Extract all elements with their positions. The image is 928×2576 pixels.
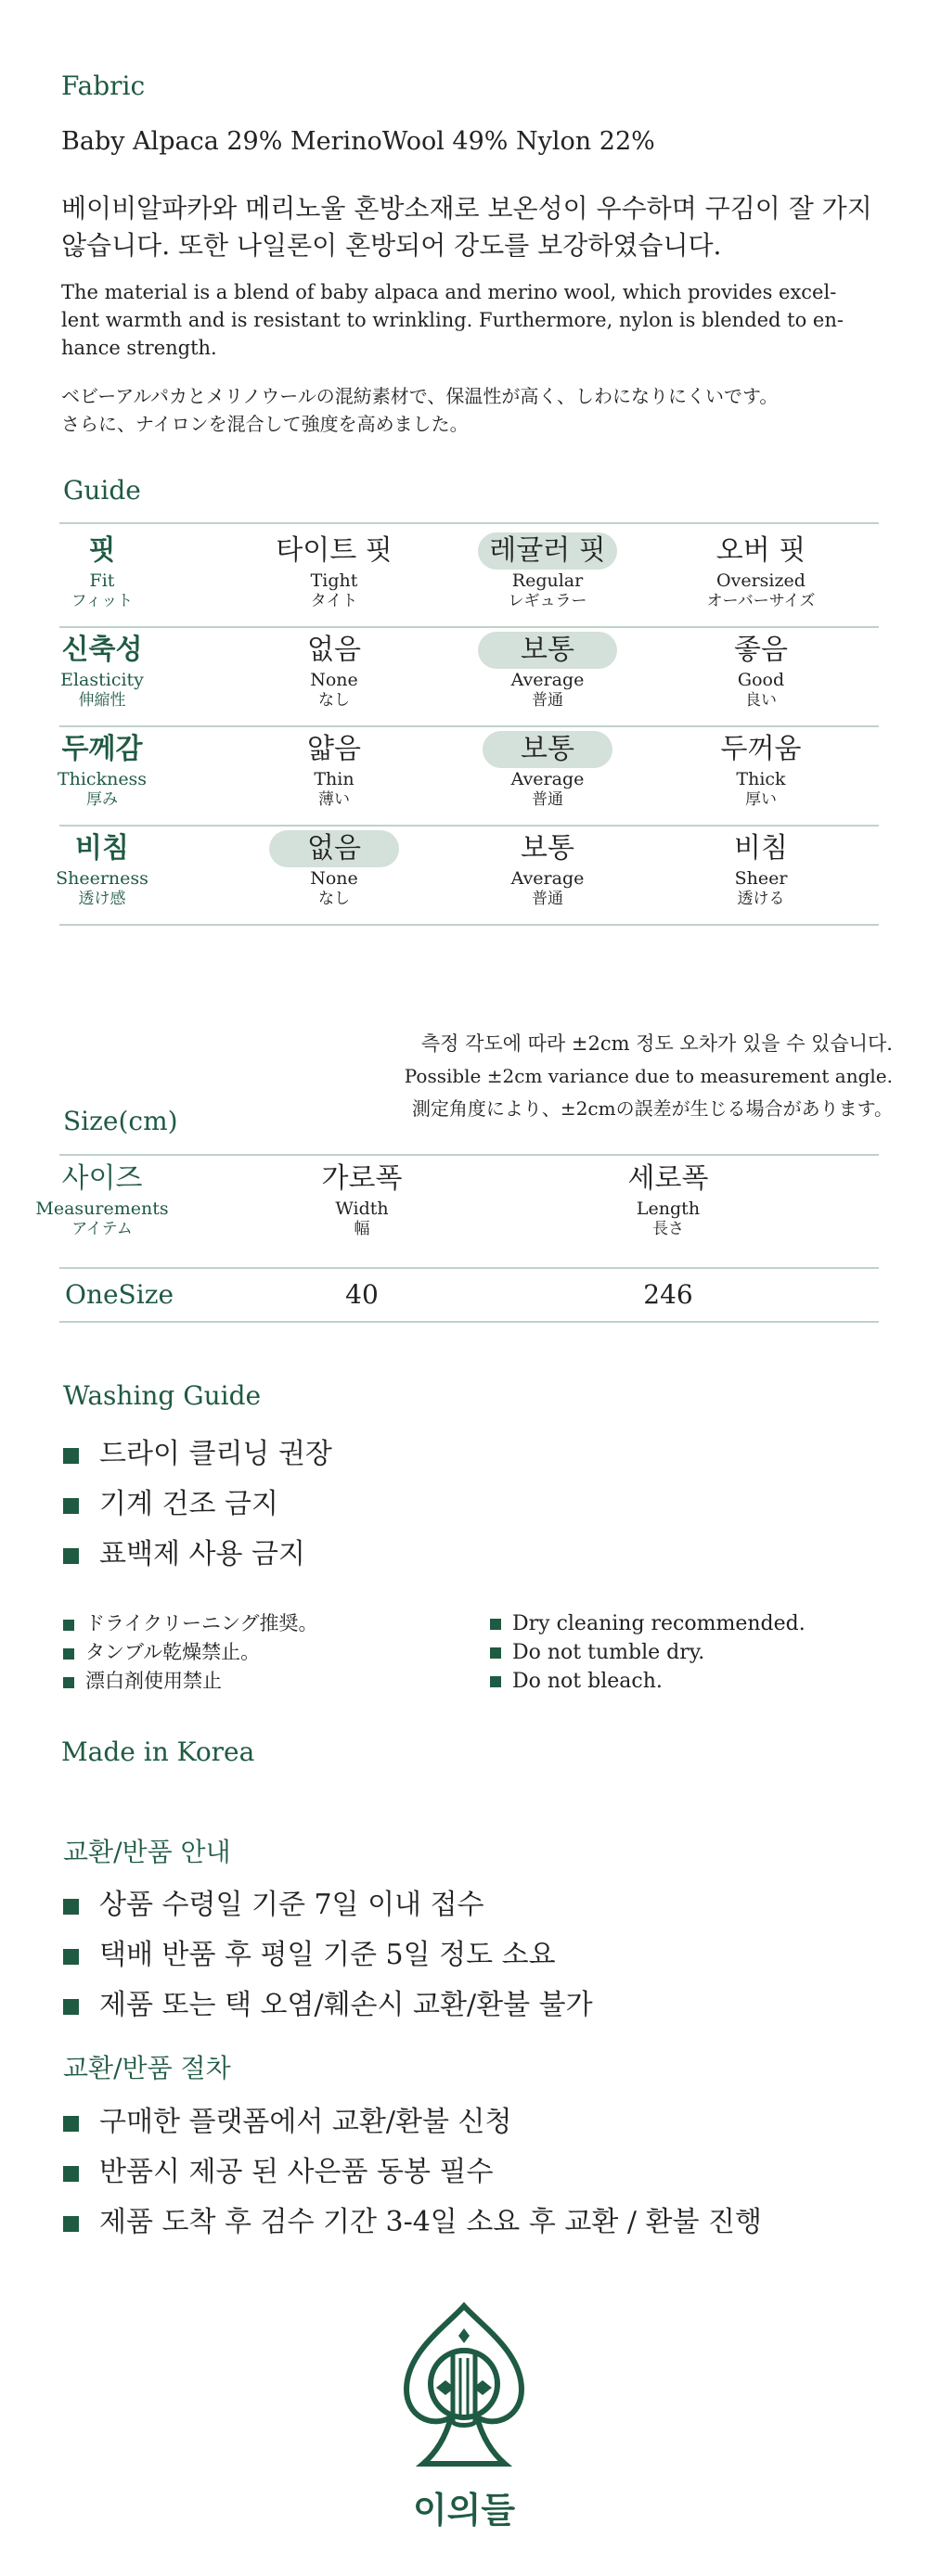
exchange-item	[63, 1981, 593, 2022]
guide-option-en: None	[310, 670, 358, 690]
measure-note-ko: 측정 각도에 따라 ±2cm 정도 오차가 있을 수 있습니다.	[420, 1032, 893, 1055]
guide-title: Guide	[63, 475, 141, 506]
fabric-composition: Baby Alpaca 29% MerinoWool 49% Nylon 22%	[61, 127, 655, 156]
guide-row-label	[0, 533, 204, 611]
guide-option-ko: 타이트 핏	[276, 534, 393, 567]
guide-row-label	[0, 633, 204, 711]
guide-option-en: Average	[510, 769, 585, 789]
brand-name: 이의들	[412, 2490, 516, 2531]
bullet-icon	[63, 1899, 79, 1915]
bullet-icon	[490, 1619, 501, 1630]
size-header-en: Width	[335, 1198, 389, 1219]
guide-option-ko: 보통	[521, 733, 574, 765]
fabric-desc-jp-line: さらに、ナイロンを混合して強度を高めました。	[61, 413, 469, 435]
bullet-icon	[490, 1647, 501, 1659]
bullet-icon	[63, 1448, 79, 1464]
size-header-jp: アイテム	[71, 1220, 133, 1238]
bullet-icon	[63, 1648, 74, 1660]
bullet-icon	[490, 1676, 501, 1687]
guide-option-jp: なし	[318, 691, 350, 710]
measure-note-jp: 測定角度により、±2cmの誤差が生じる場合があります。	[411, 1097, 893, 1120]
washing-item-ko	[63, 1430, 332, 1471]
washing-item-ko	[63, 1480, 278, 1521]
washing-item-jp	[63, 1638, 318, 1667]
washing-item-jp	[63, 1667, 318, 1696]
guide-label-jp: 厚み	[86, 790, 118, 809]
guide-option	[659, 533, 863, 611]
size-row-length: 246	[643, 1279, 693, 1310]
exchange-item-text: 택배 반품 후 평일 기준 5일 정도 소요	[99, 1939, 556, 1971]
procedure-item	[63, 2198, 762, 2239]
guide-label-en: Thickness	[57, 769, 148, 789]
size-header-en: Length	[636, 1198, 701, 1219]
washing-item-en	[490, 1638, 806, 1667]
fabric-desc-ko-line: 않습니다. 또한 나일론이 혼방되어 강도를 보강하였습니다.	[61, 230, 722, 261]
guide-option-jp: オーバーサイズ	[706, 592, 816, 610]
guide-option-en: Good	[737, 670, 785, 690]
washing-item-jp	[63, 1609, 318, 1638]
measure-note-en: Possible ±2cm variance due to measurement angle.	[404, 1065, 893, 1087]
procedure-item-text: 제품 도착 후 검수 기간 3-4일 소요 후 교환 / 환불 진행	[99, 2206, 762, 2238]
guide-option-en: Regular	[511, 570, 584, 591]
size-header-ko: 사이즈	[61, 1162, 143, 1195]
fabric-desc-en-line: hance strength.	[61, 337, 217, 359]
guide-label-ko: 신축성	[61, 634, 143, 666]
guide-option	[445, 533, 650, 611]
guide-label-jp: 伸縮性	[78, 691, 126, 710]
guide-option-ko: 비침	[734, 832, 788, 865]
size-header-ko: 가로폭	[321, 1162, 403, 1195]
fabric-desc-en	[61, 278, 844, 362]
guide-label-en: Elasticity	[60, 670, 144, 690]
size-title: Size(cm)	[63, 1106, 178, 1136]
guide-option-jp: 普通	[532, 790, 563, 809]
guide-option-en: Oversized	[716, 570, 806, 591]
fabric-desc-en-line: lent warmth and is resistant to wrinkling. Furthermore, nylon is blended to en-	[61, 309, 844, 331]
guide-option	[445, 732, 650, 810]
washing-item-text: 기계 건조 금지	[99, 1488, 278, 1520]
guide-label-jp: 透け感	[78, 890, 126, 908]
guide-option-ko: 보통	[521, 634, 574, 666]
guide-label-ko: 비침	[75, 832, 129, 865]
fabric-title: Fabric	[61, 70, 146, 101]
bullet-icon	[63, 1677, 74, 1688]
guide-option-ko: 좋음	[734, 634, 788, 666]
guide-option-en: Thick	[736, 769, 786, 789]
guide-option-jp: 普通	[532, 691, 563, 710]
washing-item-text: Dry cleaning recommended.	[512, 1612, 806, 1635]
guide-option-en: None	[310, 868, 358, 889]
exchange-title: 교환/반품 안내	[63, 1837, 231, 1867]
guide-option	[659, 831, 863, 909]
fabric-desc-jp	[61, 382, 778, 438]
guide-option-jp: タイト	[310, 592, 358, 610]
washing-item-en	[490, 1609, 806, 1638]
washing-list-en	[490, 1609, 806, 1696]
size-row-name: OneSize	[65, 1279, 174, 1310]
guide-option-en: Tight	[310, 570, 358, 591]
guide-row-divider	[59, 626, 879, 628]
bullet-icon	[63, 2216, 79, 2232]
brand-logo-svg	[390, 2299, 538, 2484]
exchange-item-text: 상품 수령일 기준 7일 이내 접수	[99, 1889, 484, 1921]
guide-label-ko: 핏	[88, 534, 116, 567]
guide-option-jp: 良い	[745, 691, 777, 710]
bullet-icon	[63, 1999, 79, 2015]
size-header-length	[566, 1161, 770, 1239]
fabric-desc-ko-line: 베이비알파카와 메리노울 혼방소재로 보온성이 우수하며 구김이 잘 가지	[61, 193, 872, 224]
guide-option-jp: 厚い	[745, 790, 777, 809]
guide-option-jp: 透ける	[737, 890, 785, 908]
bullet-icon	[63, 2166, 79, 2182]
procedure-title: 교환/반품 절차	[63, 2053, 231, 2083]
bullet-icon	[63, 1548, 79, 1564]
guide-row-divider	[59, 725, 879, 727]
bullet-icon	[63, 1620, 74, 1631]
guide-option	[232, 732, 436, 810]
spade-monogram-icon	[390, 2299, 538, 2484]
guide-option-ko: 두꺼움	[720, 733, 802, 765]
guide-option-en: Sheer	[734, 868, 788, 889]
guide-label-en: Sheerness	[56, 868, 148, 889]
size-header-width	[260, 1161, 464, 1239]
procedure-item	[63, 2148, 493, 2189]
procedure-item	[63, 2098, 511, 2139]
guide-option-ko: 레귤러 핏	[489, 534, 606, 567]
guide-option-jp: 薄い	[318, 790, 350, 809]
bullet-icon	[63, 1949, 79, 1965]
procedure-item-text: 구매한 플랫폼에서 교환/환불 신청	[99, 2106, 512, 2138]
guide-option	[659, 732, 863, 810]
washing-item-text: 드라이 클리닝 권장	[99, 1438, 332, 1470]
exchange-item	[63, 1931, 556, 1972]
washing-item-text: Do not tumble dry.	[512, 1641, 705, 1664]
guide-option	[232, 831, 436, 909]
bullet-icon	[63, 2116, 79, 2132]
washing-item-text: ドライクリーニング推奨。	[85, 1612, 318, 1634]
guide-row-label	[0, 732, 204, 810]
washing-title: Washing Guide	[63, 1380, 262, 1411]
size-header-jp: 幅	[354, 1220, 370, 1238]
fabric-desc-en-line: The material is a blend of baby alpaca and merino wool, which provides excel-	[61, 281, 837, 303]
exchange-item	[63, 1881, 484, 1922]
guide-option-ko: 보통	[521, 832, 574, 865]
fabric-desc-ko	[61, 190, 872, 264]
guide-option-en: Average	[510, 670, 585, 690]
guide-option-en: Average	[510, 868, 585, 889]
procedure-item-text: 반품시 제공 된 사은품 동봉 필수	[99, 2156, 494, 2188]
guide-label-en: Fit	[89, 570, 115, 591]
washing-item-text: 漂白剤使用禁止	[85, 1670, 222, 1692]
washing-item-text: タンブル乾燥禁止。	[85, 1641, 261, 1663]
fabric-desc-jp-line: ベビーアルパカとメリノウールの混紡素材で、保温性が高く、しわになりにくいです。	[61, 385, 779, 407]
guide-row-divider	[59, 825, 879, 827]
guide-option-ko: 오버 핏	[715, 534, 806, 567]
size-header-ko: 세로폭	[627, 1162, 709, 1195]
washing-list-jp	[63, 1609, 318, 1696]
guide-option-jp: 普通	[532, 890, 563, 908]
guide-divider	[59, 522, 879, 524]
size-header-en: Measurements	[35, 1198, 169, 1219]
guide-option-jp: レギュラー	[508, 592, 587, 610]
origin-label: Made in Korea	[61, 1737, 255, 1767]
size-row-width: 40	[345, 1279, 379, 1310]
washing-item-text: Do not bleach.	[512, 1670, 663, 1693]
guide-row-divider	[59, 924, 879, 926]
guide-option-en: Thin	[314, 769, 354, 789]
guide-row-label	[0, 831, 204, 909]
size-header-measurements	[0, 1161, 204, 1239]
guide-option	[445, 633, 650, 711]
size-divider-top	[59, 1154, 879, 1156]
size-divider-mid	[59, 1267, 879, 1269]
guide-label-jp: フィット	[71, 592, 134, 610]
guide-option	[659, 633, 863, 711]
guide-label-ko: 두께감	[61, 733, 143, 765]
guide-option-ko: 없음	[307, 634, 361, 666]
guide-option-ko: 얇음	[307, 733, 361, 765]
exchange-item-text: 제품 또는 택 오염/훼손시 교환/환불 불가	[99, 1989, 593, 2021]
washing-item-en	[490, 1667, 806, 1696]
guide-option	[232, 533, 436, 611]
washing-item-ko	[63, 1531, 305, 1571]
washing-item-text: 표백제 사용 금지	[99, 1538, 305, 1570]
guide-option	[232, 633, 436, 711]
guide-option-ko: 없음	[307, 832, 361, 865]
size-divider-bottom	[59, 1321, 879, 1323]
measure-note	[405, 1028, 893, 1125]
guide-option	[445, 831, 650, 909]
bullet-icon	[63, 1498, 79, 1514]
guide-option-jp: なし	[318, 890, 350, 908]
size-header-jp: 長さ	[652, 1220, 684, 1238]
